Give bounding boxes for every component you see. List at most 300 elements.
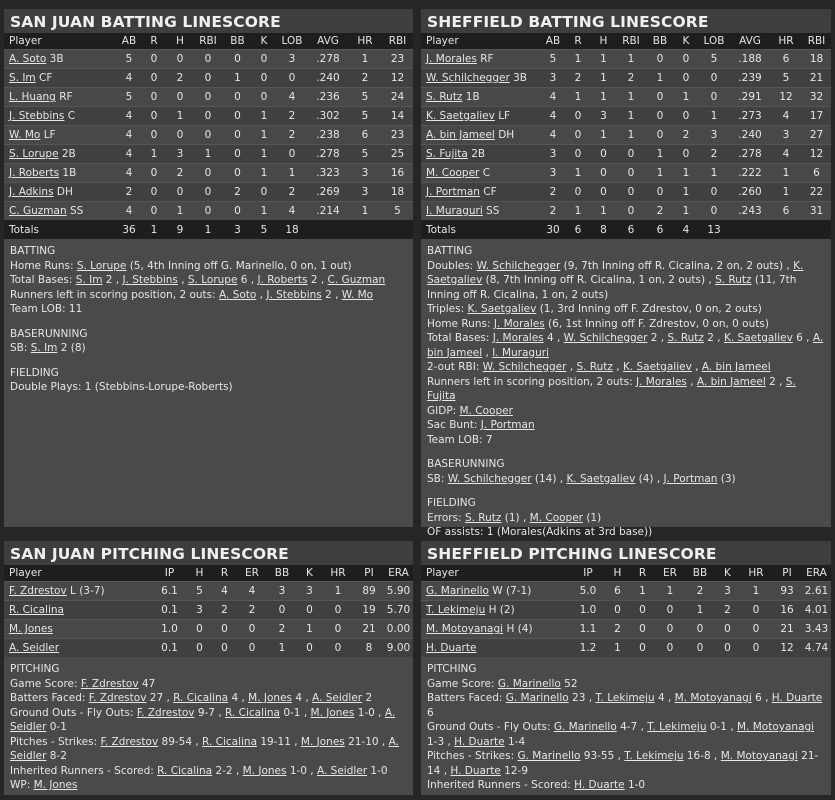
player-link[interactable]: J. Stebbins xyxy=(266,288,322,301)
stat-cell: .278 xyxy=(308,145,348,164)
note-text: 2 , xyxy=(647,332,668,344)
stat-cell: .243 xyxy=(730,202,770,221)
note-text: 8-2 xyxy=(46,750,67,762)
player-link[interactable]: G. Marinello xyxy=(553,721,617,733)
note-line xyxy=(427,525,825,540)
player-link[interactable]: S. Rutz xyxy=(715,274,752,286)
player-position: 1B xyxy=(465,91,480,103)
stat-cell: 1 xyxy=(223,69,252,88)
stat-cell: 0 xyxy=(646,50,674,69)
stat-cell: 0 xyxy=(141,88,167,107)
player-link[interactable]: A. bin Jameel xyxy=(426,129,495,141)
player-position: 2B xyxy=(471,148,486,160)
stat-cell: 0 xyxy=(212,620,237,639)
stat-cell: 12 xyxy=(382,69,413,88)
player-link[interactable]: M. Cooper xyxy=(529,511,583,524)
column-header-er: ER xyxy=(237,565,267,582)
column-header-hr: HR xyxy=(348,33,382,50)
player-link[interactable]: J. Adkins xyxy=(9,186,54,198)
stat-cell: 4 xyxy=(541,126,565,145)
player-link[interactable]: S. Rutz xyxy=(464,511,502,524)
column-header-bb: BB xyxy=(223,33,252,50)
stat-cell: 0 xyxy=(646,183,674,202)
player-link[interactable]: R. Cicalina xyxy=(9,604,64,616)
stat-cell: 0 xyxy=(187,620,212,639)
table-row xyxy=(4,69,413,88)
player-link[interactable]: M. Jones xyxy=(242,764,287,777)
stat-cell: 0 xyxy=(141,69,167,88)
player-link[interactable]: M. Cooper xyxy=(426,167,480,179)
stat-cell: 0 xyxy=(223,88,252,107)
stat-cell: 0 xyxy=(591,164,616,183)
stat-cell: 0 xyxy=(252,183,276,202)
stat-cell: 2 xyxy=(167,164,193,183)
totals-row xyxy=(4,221,413,240)
player-link[interactable]: J. Portman xyxy=(480,419,535,431)
stat-cell: 12 xyxy=(770,88,802,107)
note-text: 2 xyxy=(362,692,373,704)
stat-cell: .240 xyxy=(308,69,348,88)
stat-cell: 4 xyxy=(770,107,802,126)
note-line xyxy=(427,331,825,360)
player-link[interactable]: R. Cicalina xyxy=(225,706,280,719)
player-link[interactable]: F. Zdrestov xyxy=(136,706,195,719)
player-link[interactable]: R. Cicalina xyxy=(157,764,213,777)
stat-cell: 2 xyxy=(276,107,308,126)
total-cell xyxy=(770,221,802,240)
stat-cell: 1 xyxy=(591,88,616,107)
note-line xyxy=(427,259,825,303)
player-position: SS xyxy=(69,205,84,217)
stat-cell: 2 xyxy=(674,126,698,145)
player-link[interactable]: M. Motoyanagi xyxy=(720,750,798,762)
player-link[interactable]: J. Morales xyxy=(492,332,544,344)
player-position: C xyxy=(482,167,491,179)
panel-title: SAN JUAN PITCHING LINESCORE xyxy=(4,541,413,565)
stat-cell: 1 xyxy=(297,620,322,639)
table-row xyxy=(4,620,413,639)
column-header-era: ERA xyxy=(802,565,831,582)
player-link[interactable]: M. Cooper xyxy=(459,404,513,417)
stat-cell: .236 xyxy=(308,88,348,107)
player-link[interactable]: A. Soto xyxy=(219,288,257,301)
section-heading: FIELDING xyxy=(10,366,59,379)
column-header-rbi: RBI xyxy=(802,33,831,50)
player-link[interactable]: S. Im xyxy=(75,274,103,286)
player-link[interactable]: I. Muraguri xyxy=(492,346,549,359)
player-link[interactable]: G. Marinello xyxy=(497,677,561,690)
player-link[interactable]: R. Cicalina xyxy=(202,735,258,748)
note-text: GIDP: xyxy=(427,404,460,417)
note-text: 47 xyxy=(138,677,156,690)
player-position: DH xyxy=(56,186,73,198)
player-cell xyxy=(421,582,571,601)
player-link[interactable]: F. Zdrestov xyxy=(100,735,159,748)
player-link[interactable]: W. Schilchegger xyxy=(482,361,567,373)
player-link[interactable]: M. Jones xyxy=(9,623,53,635)
player-link[interactable]: A. Seidler xyxy=(317,764,368,777)
note-text: , xyxy=(256,288,267,301)
stat-cell: 4 xyxy=(541,88,565,107)
stat-cell: 0 xyxy=(223,126,252,145)
note-line xyxy=(427,511,825,526)
stat-cell: 8 xyxy=(354,639,384,658)
stat-cell: 16 xyxy=(772,601,802,620)
stat-cell: 2 xyxy=(212,601,237,620)
player-position: 1B xyxy=(62,167,77,179)
player-link[interactable]: S. Im xyxy=(9,72,36,84)
column-header-r: R xyxy=(212,565,237,582)
stat-cell: 0 xyxy=(698,69,730,88)
panel-title: SHEFFIELD BATTING LINESCORE xyxy=(421,9,831,33)
note-line xyxy=(427,360,825,375)
note-text: 2 (8) xyxy=(57,342,86,354)
total-cell xyxy=(730,221,770,240)
stat-cell: 4 xyxy=(276,202,308,221)
column-header-bb: BB xyxy=(685,565,715,582)
player-link[interactable]: H. Duarte xyxy=(574,779,625,791)
stat-cell: 3 xyxy=(348,164,382,183)
column-header-rbi: RBI xyxy=(193,33,223,50)
player-cell xyxy=(4,202,117,221)
table-row xyxy=(4,88,413,107)
note-text: 16-8 , xyxy=(683,750,721,762)
stat-cell: 0 xyxy=(267,601,297,620)
player-link[interactable]: J. Roberts xyxy=(9,167,60,179)
note-text: Inherited Runners - Scored: xyxy=(427,779,575,791)
stat-cell: 0 xyxy=(646,107,674,126)
player-link[interactable]: T. Lekimeju xyxy=(647,721,707,733)
stat-cell: .238 xyxy=(308,126,348,145)
table-row xyxy=(4,582,413,601)
player-link[interactable]: M. Motoyanagi xyxy=(426,623,504,635)
stat-cell: 0 xyxy=(616,202,646,221)
stat-cell: 0 xyxy=(141,126,167,145)
note-text: , xyxy=(177,274,188,286)
table-row xyxy=(421,50,831,69)
player-link[interactable]: K. Saetgaliev xyxy=(723,332,793,344)
note-text: 9-7 , xyxy=(194,706,226,719)
player-link[interactable]: S. Lorupe xyxy=(76,259,127,272)
player-link[interactable]: M. Jones xyxy=(33,779,78,791)
stat-cell: 0 xyxy=(630,601,655,620)
player-link[interactable]: H. Duarte xyxy=(454,735,505,748)
player-link[interactable]: M. Jones xyxy=(300,735,345,748)
note-line xyxy=(427,749,825,778)
totals-row xyxy=(421,221,831,240)
player-link[interactable]: G. Marinello xyxy=(505,692,569,704)
note-text: Ground Outs - Fly Outs: xyxy=(427,721,554,733)
note-text: 52 xyxy=(560,677,578,690)
note-text: 0-1 , xyxy=(706,721,738,733)
player-cell xyxy=(4,582,152,601)
player-link[interactable]: H. Duarte xyxy=(450,764,501,777)
note-text: 1-3 , xyxy=(427,735,455,748)
note-text: 6 , xyxy=(792,332,813,344)
column-header-hr: HR xyxy=(770,33,802,50)
column-header-er: ER xyxy=(655,565,685,582)
note-text: 2 , xyxy=(321,288,342,301)
player-link[interactable]: K. Saetgaliev xyxy=(427,259,804,286)
player-link[interactable]: J. Stebbins xyxy=(122,274,178,286)
player-cell xyxy=(421,69,541,88)
section-heading: PITCHING xyxy=(10,663,60,675)
player-link[interactable]: A. bin Jameel xyxy=(427,332,824,359)
stat-cell: 0 xyxy=(685,639,715,658)
column-header-k: K xyxy=(674,33,698,50)
player-link[interactable]: W. Schilchegger xyxy=(447,472,532,485)
player-link[interactable]: G. Marinello xyxy=(517,750,581,762)
player-link[interactable]: K. Saetgaliev xyxy=(426,110,495,122)
stat-cell: 0 xyxy=(141,50,167,69)
player-link[interactable]: R. Cicalina xyxy=(173,692,229,704)
stat-cell: 32 xyxy=(802,88,831,107)
player-link[interactable]: H. Duarte xyxy=(426,642,477,654)
player-link[interactable]: A. Seidler xyxy=(10,735,399,762)
player-link[interactable]: K. Saetgaliev xyxy=(566,472,636,485)
player-position: L (3-7) xyxy=(70,585,105,597)
stat-cell: 2 xyxy=(685,582,715,601)
player-cell xyxy=(4,620,152,639)
note-line xyxy=(10,706,407,735)
stat-cell: 0 xyxy=(276,145,308,164)
column-header-ip: IP xyxy=(152,565,187,582)
stat-cell: 2 xyxy=(541,202,565,221)
player-link[interactable]: F. Zdrestov xyxy=(80,677,139,690)
player-position: LF xyxy=(43,129,56,141)
pitching-table xyxy=(4,565,413,657)
player-cell xyxy=(4,50,117,69)
player-link[interactable]: J. Morales xyxy=(426,53,477,65)
note-line xyxy=(427,404,825,419)
note-text: Total Bases: xyxy=(427,332,493,344)
stat-cell: 0 xyxy=(630,639,655,658)
stat-cell: 0 xyxy=(715,639,740,658)
column-header-player: Player xyxy=(421,565,571,582)
stat-cell: 5.0 xyxy=(571,582,605,601)
note-text: Pitches - Strikes: xyxy=(10,735,101,748)
column-header-player: Player xyxy=(421,33,541,50)
stat-cell: 1 xyxy=(605,639,630,658)
stat-cell: 4 xyxy=(237,582,267,601)
player-link[interactable]: A. Seidler xyxy=(312,692,363,704)
column-header-player: Player xyxy=(4,33,117,50)
note-text: 2-2 , xyxy=(212,764,243,777)
player-link[interactable]: H. Duarte xyxy=(771,692,823,704)
player-link[interactable]: T. Lekimeju xyxy=(426,604,486,616)
column-header-hr: HR xyxy=(740,565,772,582)
column-header-k: K xyxy=(252,33,276,50)
stat-cell: 23 xyxy=(382,126,413,145)
stat-cell: 21 xyxy=(802,69,831,88)
stat-cell: 5 xyxy=(770,69,802,88)
player-cell xyxy=(421,620,571,639)
stat-cell: 3 xyxy=(591,107,616,126)
stat-cell: 0 xyxy=(655,601,685,620)
stat-cell: 0 xyxy=(616,164,646,183)
player-link[interactable]: A. Seidler xyxy=(9,642,60,654)
stat-cell: 0 xyxy=(698,183,730,202)
player-link[interactable]: J. Stebbins xyxy=(9,110,65,122)
player-link[interactable]: S. Rutz xyxy=(667,332,704,344)
stat-cell: 27 xyxy=(802,126,831,145)
player-link[interactable]: F. Zdrestov xyxy=(9,585,67,597)
stat-cell: 6.1 xyxy=(152,582,187,601)
note-text: 4-7 , xyxy=(616,721,648,733)
note-text: 89-54 , xyxy=(158,735,203,748)
player-link[interactable]: A. bin Jameel xyxy=(696,375,766,388)
player-link[interactable]: M. Motoyanagi xyxy=(674,692,752,704)
stat-cell: 1 xyxy=(276,164,308,183)
player-link[interactable]: G. Marinello xyxy=(426,585,489,597)
player-link[interactable]: S. Lorupe xyxy=(187,274,238,286)
player-link[interactable]: T. Lekimeju xyxy=(595,692,655,704)
stat-cell: 0 xyxy=(605,601,630,620)
note-line xyxy=(427,317,825,332)
batting-notes xyxy=(4,239,413,400)
note-text: Batters Faced: xyxy=(10,692,89,704)
column-header-k: K xyxy=(715,565,740,582)
player-position: CF xyxy=(483,186,497,198)
player-link[interactable]: A. bin Jameel xyxy=(701,361,771,373)
player-link[interactable]: F. Zdrestov xyxy=(88,692,147,704)
player-position: H (4) xyxy=(506,623,533,635)
player-link[interactable]: C. Guzman xyxy=(327,274,386,286)
player-link[interactable]: J. Portman xyxy=(426,186,480,198)
player-link[interactable]: W. Mo xyxy=(9,129,41,141)
note-text: , xyxy=(482,346,493,359)
stat-cell: 0 xyxy=(193,164,223,183)
player-link[interactable]: W. Schilchegger xyxy=(426,72,510,84)
player-link[interactable]: S. Im xyxy=(30,342,58,354)
column-header-player: Player xyxy=(4,565,152,582)
stat-cell: 1 xyxy=(616,126,646,145)
stat-cell: 0 xyxy=(698,88,730,107)
player-link[interactable]: A. Soto xyxy=(9,53,47,65)
player-link[interactable]: I. Muraguri xyxy=(426,205,483,217)
player-link[interactable]: J. Roberts xyxy=(257,274,308,286)
note-text: 2 , xyxy=(703,332,724,344)
pitching-table xyxy=(421,565,831,657)
player-link[interactable]: S. Lorupe xyxy=(9,148,59,160)
player-cell xyxy=(421,639,571,658)
stat-cell: 1 xyxy=(348,202,382,221)
stat-cell: 18 xyxy=(382,183,413,202)
column-header-era: ERA xyxy=(384,565,413,582)
player-link[interactable]: T. Lekimeju xyxy=(624,750,684,762)
note-text: Team LOB: 11 xyxy=(10,303,83,315)
player-link[interactable]: M. Motoyanagi xyxy=(737,721,815,733)
player-link[interactable]: S. Fujita xyxy=(427,375,796,402)
player-link[interactable]: S. Rutz xyxy=(426,91,463,103)
player-position: LF xyxy=(498,110,511,122)
section-heading: BATTING xyxy=(10,245,56,257)
player-link[interactable]: M. Jones xyxy=(248,692,292,704)
player-cell xyxy=(4,107,117,126)
stat-cell: 0 xyxy=(141,202,167,221)
table-row xyxy=(421,639,831,658)
stat-cell: 1 xyxy=(252,202,276,221)
player-link[interactable]: K. Saetgaliev xyxy=(622,361,692,373)
note-text: Home Runs: xyxy=(427,317,494,330)
stat-cell: 5 xyxy=(348,88,382,107)
player-link[interactable]: M. Jones xyxy=(310,706,355,719)
stat-cell: 1 xyxy=(674,88,698,107)
stat-cell: 3 xyxy=(297,582,322,601)
player-position: RF xyxy=(480,53,494,65)
note-text: Sac Bunt: xyxy=(427,419,481,431)
player-link[interactable]: W. Mo xyxy=(341,288,374,301)
note-text: (5, 4th Inning off G. Marinello, 0 on, 1 out) xyxy=(126,259,352,272)
note-line xyxy=(10,259,407,274)
stat-cell: 6 xyxy=(605,582,630,601)
column-header-avg: AVG xyxy=(308,33,348,50)
note-text: 4 , xyxy=(654,692,675,704)
stat-cell: 0 xyxy=(193,202,223,221)
player-position: SS xyxy=(486,205,500,217)
san-juan-batting-panel xyxy=(4,9,413,527)
stat-cell: 0 xyxy=(252,50,276,69)
player-link[interactable]: W. Schilchegger xyxy=(563,332,648,344)
stat-cell: 1 xyxy=(591,202,616,221)
stat-cell: 3 xyxy=(276,50,308,69)
stat-cell: 4 xyxy=(117,202,141,221)
stat-cell: 21 xyxy=(772,620,802,639)
player-link[interactable]: J. Morales xyxy=(493,317,545,330)
player-link[interactable]: W. Schilchegger xyxy=(476,259,561,272)
stat-cell: 0 xyxy=(630,620,655,639)
total-cell xyxy=(802,221,831,240)
player-position: DH xyxy=(498,129,515,141)
column-header-avg: AVG xyxy=(730,33,770,50)
stat-cell: 0 xyxy=(322,601,354,620)
stat-cell: 0 xyxy=(655,639,685,658)
note-text: 6 , xyxy=(237,274,258,286)
note-text: 0-1 xyxy=(46,721,67,733)
player-link[interactable]: S. Fujita xyxy=(426,148,468,160)
column-header-k: K xyxy=(297,565,322,582)
player-link[interactable]: J. Portman xyxy=(663,472,718,485)
column-header-bb: BB xyxy=(646,33,674,50)
note-text: (4) , xyxy=(635,472,664,485)
stat-cell: 1 xyxy=(685,601,715,620)
player-position: C xyxy=(67,110,76,122)
section-heading: FIELDING xyxy=(427,497,476,509)
stat-cell: 4 xyxy=(117,164,141,183)
player-link[interactable]: S. Rutz xyxy=(576,361,613,373)
note-text: Inherited Runners - Scored: xyxy=(10,764,158,777)
stat-cell: 18 xyxy=(802,50,831,69)
column-header-h: H xyxy=(605,565,630,582)
table-row xyxy=(421,69,831,88)
stat-cell: .240 xyxy=(730,126,770,145)
player-link[interactable]: J. Morales xyxy=(636,375,687,388)
stat-cell: .188 xyxy=(730,50,770,69)
column-header-ab: AB xyxy=(541,33,565,50)
stat-cell: 0 xyxy=(223,164,252,183)
player-link[interactable]: A. Seidler xyxy=(10,706,396,733)
player-link[interactable]: L. Huang xyxy=(9,91,56,103)
stat-cell: 1 xyxy=(167,107,193,126)
note-text: 4 , xyxy=(543,332,564,344)
note-line xyxy=(427,375,825,404)
player-link[interactable]: C. Guzman xyxy=(9,205,67,217)
column-header-r: R xyxy=(630,565,655,582)
note-text: Game Score: xyxy=(427,677,498,690)
stat-cell: 2 xyxy=(646,202,674,221)
player-link[interactable]: K. Saetgaliev xyxy=(467,303,537,315)
stat-cell: 0 xyxy=(237,620,267,639)
